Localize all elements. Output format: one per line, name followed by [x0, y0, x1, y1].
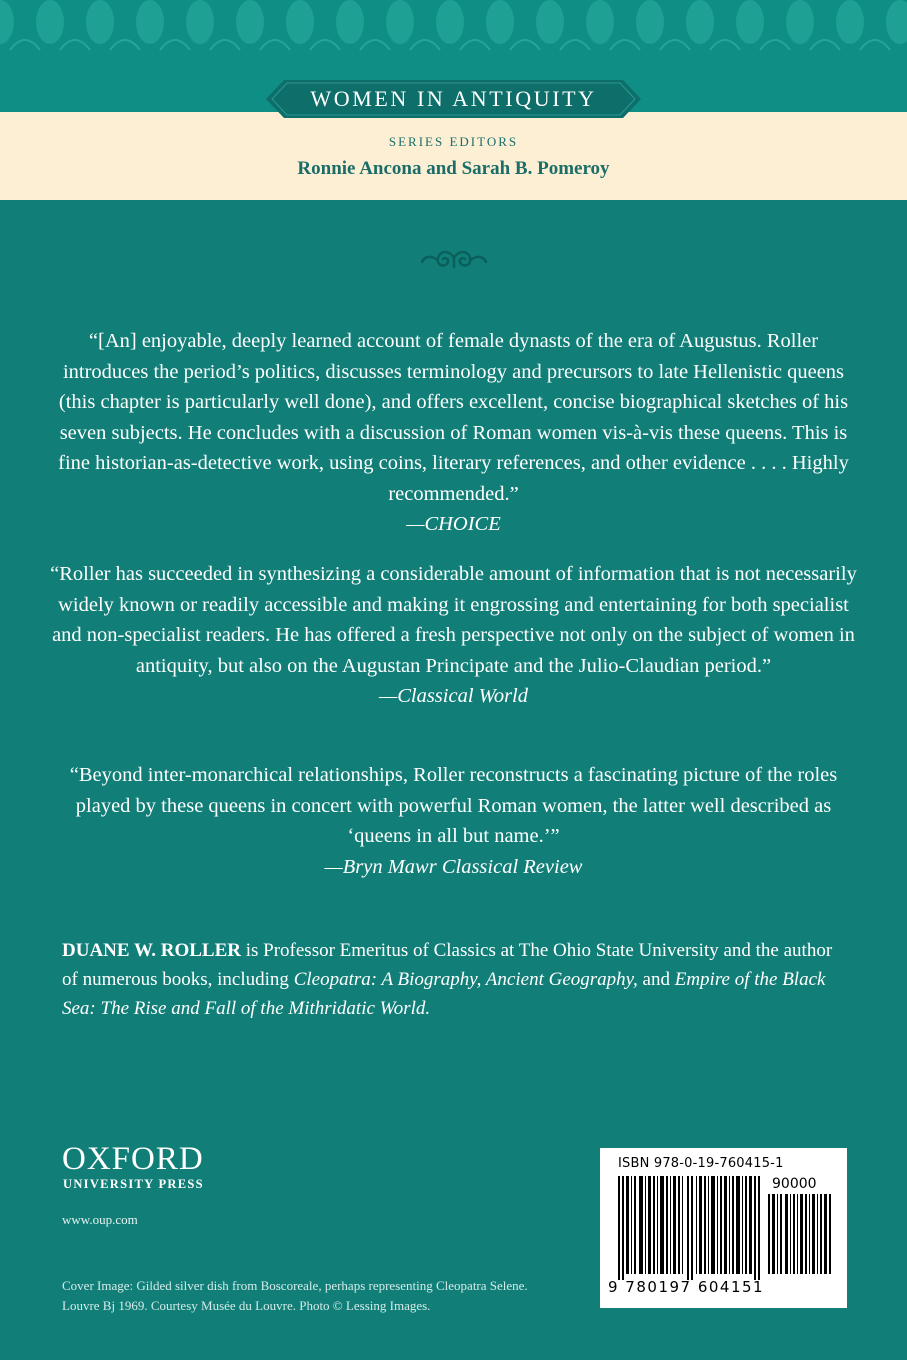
publisher-subtitle: UNIVERSITY PRESS — [63, 1177, 204, 1191]
quote-text: “Beyond inter-monarchical relationships, Roller reconstructs a fascinating picture of the roles played by these queens in concert with powerful Roman women, the latter well described as ‘queens in all but name.’” — [69, 764, 838, 847]
quote-source: —Classical World — [378, 685, 529, 707]
barcode-box — [600, 1148, 847, 1308]
price-code: 90000 — [772, 1176, 817, 1192]
publisher-logo: OXFORD — [62, 1141, 204, 1177]
quote-text: “[An] enjoyable, deeply learned account of female dynasts of the era of Augustus. Roller introduces the period’s politics, discusses terminology and precursors to late Hellenistic queens (this chapter is particularly well done), and offers excellent, concise biographical sketches of his seven subjects. He concludes with a discussion of Roman women vis-à-vis these queens. This is fine historian-as-detective work, using coins, literary references, and other evidence . . . . Highly recommended.” — [58, 330, 849, 505]
bio-book-title-empire: Empire of the Black Sea: The Rise and Fall of the Mithridatic World. — [62, 969, 826, 1019]
price-addon-barcode — [768, 1194, 834, 1274]
bio-text-and: and — [637, 969, 675, 990]
series-editors-names: Ronnie Ancona and Sarah B. Pomeroy — [297, 158, 610, 179]
review-quote-classical-world — [50, 559, 857, 712]
ean-digits: 9 780197 604151 — [608, 1278, 765, 1296]
review-quote-choice — [50, 326, 857, 540]
author-bio — [62, 936, 852, 1023]
quote-source: —CHOICE — [406, 513, 501, 535]
series-title: WOMEN IN ANTIQUITY — [310, 86, 597, 111]
scroll-ornament-icon — [418, 245, 490, 271]
quote-source: —Bryn Mawr Classical Review — [324, 855, 583, 878]
series-editors-band — [0, 112, 907, 200]
cover-image-credit: Cover Image: Gilded silver dish from Boscoreale, perhaps representing Cleopatra Selene. Louvre Bj 1969. Courtesy Musée du Louvre. Photo © Lessing Images. — [62, 1278, 528, 1313]
quote-text: “Roller has succeeded in synthesizing a considerable amount of information that is not necessarily widely known or readily accessible and making it engrossing and entertaining for both specialist and non-specialist readers. He has offered a fresh perspective not only on the subject of women in antiquity, but also on the Augustan Principate and the Julio-Claudian period.” — [50, 563, 857, 677]
review-quote-bryn-mawr — [50, 760, 857, 882]
bio-text: is Professor Emeritus of Classics at The Ohio State University and the author of numerous books, including — [62, 940, 833, 990]
ean-barcode — [618, 1176, 766, 1280]
author-name: DUANE W. ROLLER — [62, 940, 241, 961]
bio-book-titles: Cleopatra: A Biography, Ancient Geography, — [293, 969, 638, 990]
publisher-website: www.oup.com — [62, 1212, 138, 1227]
series-editors-label: SERIES EDITORS — [388, 134, 519, 149]
isbn-text: ISBN 978-0-19-760415-1 — [618, 1156, 784, 1171]
anthemion-border — [0, 0, 907, 60]
